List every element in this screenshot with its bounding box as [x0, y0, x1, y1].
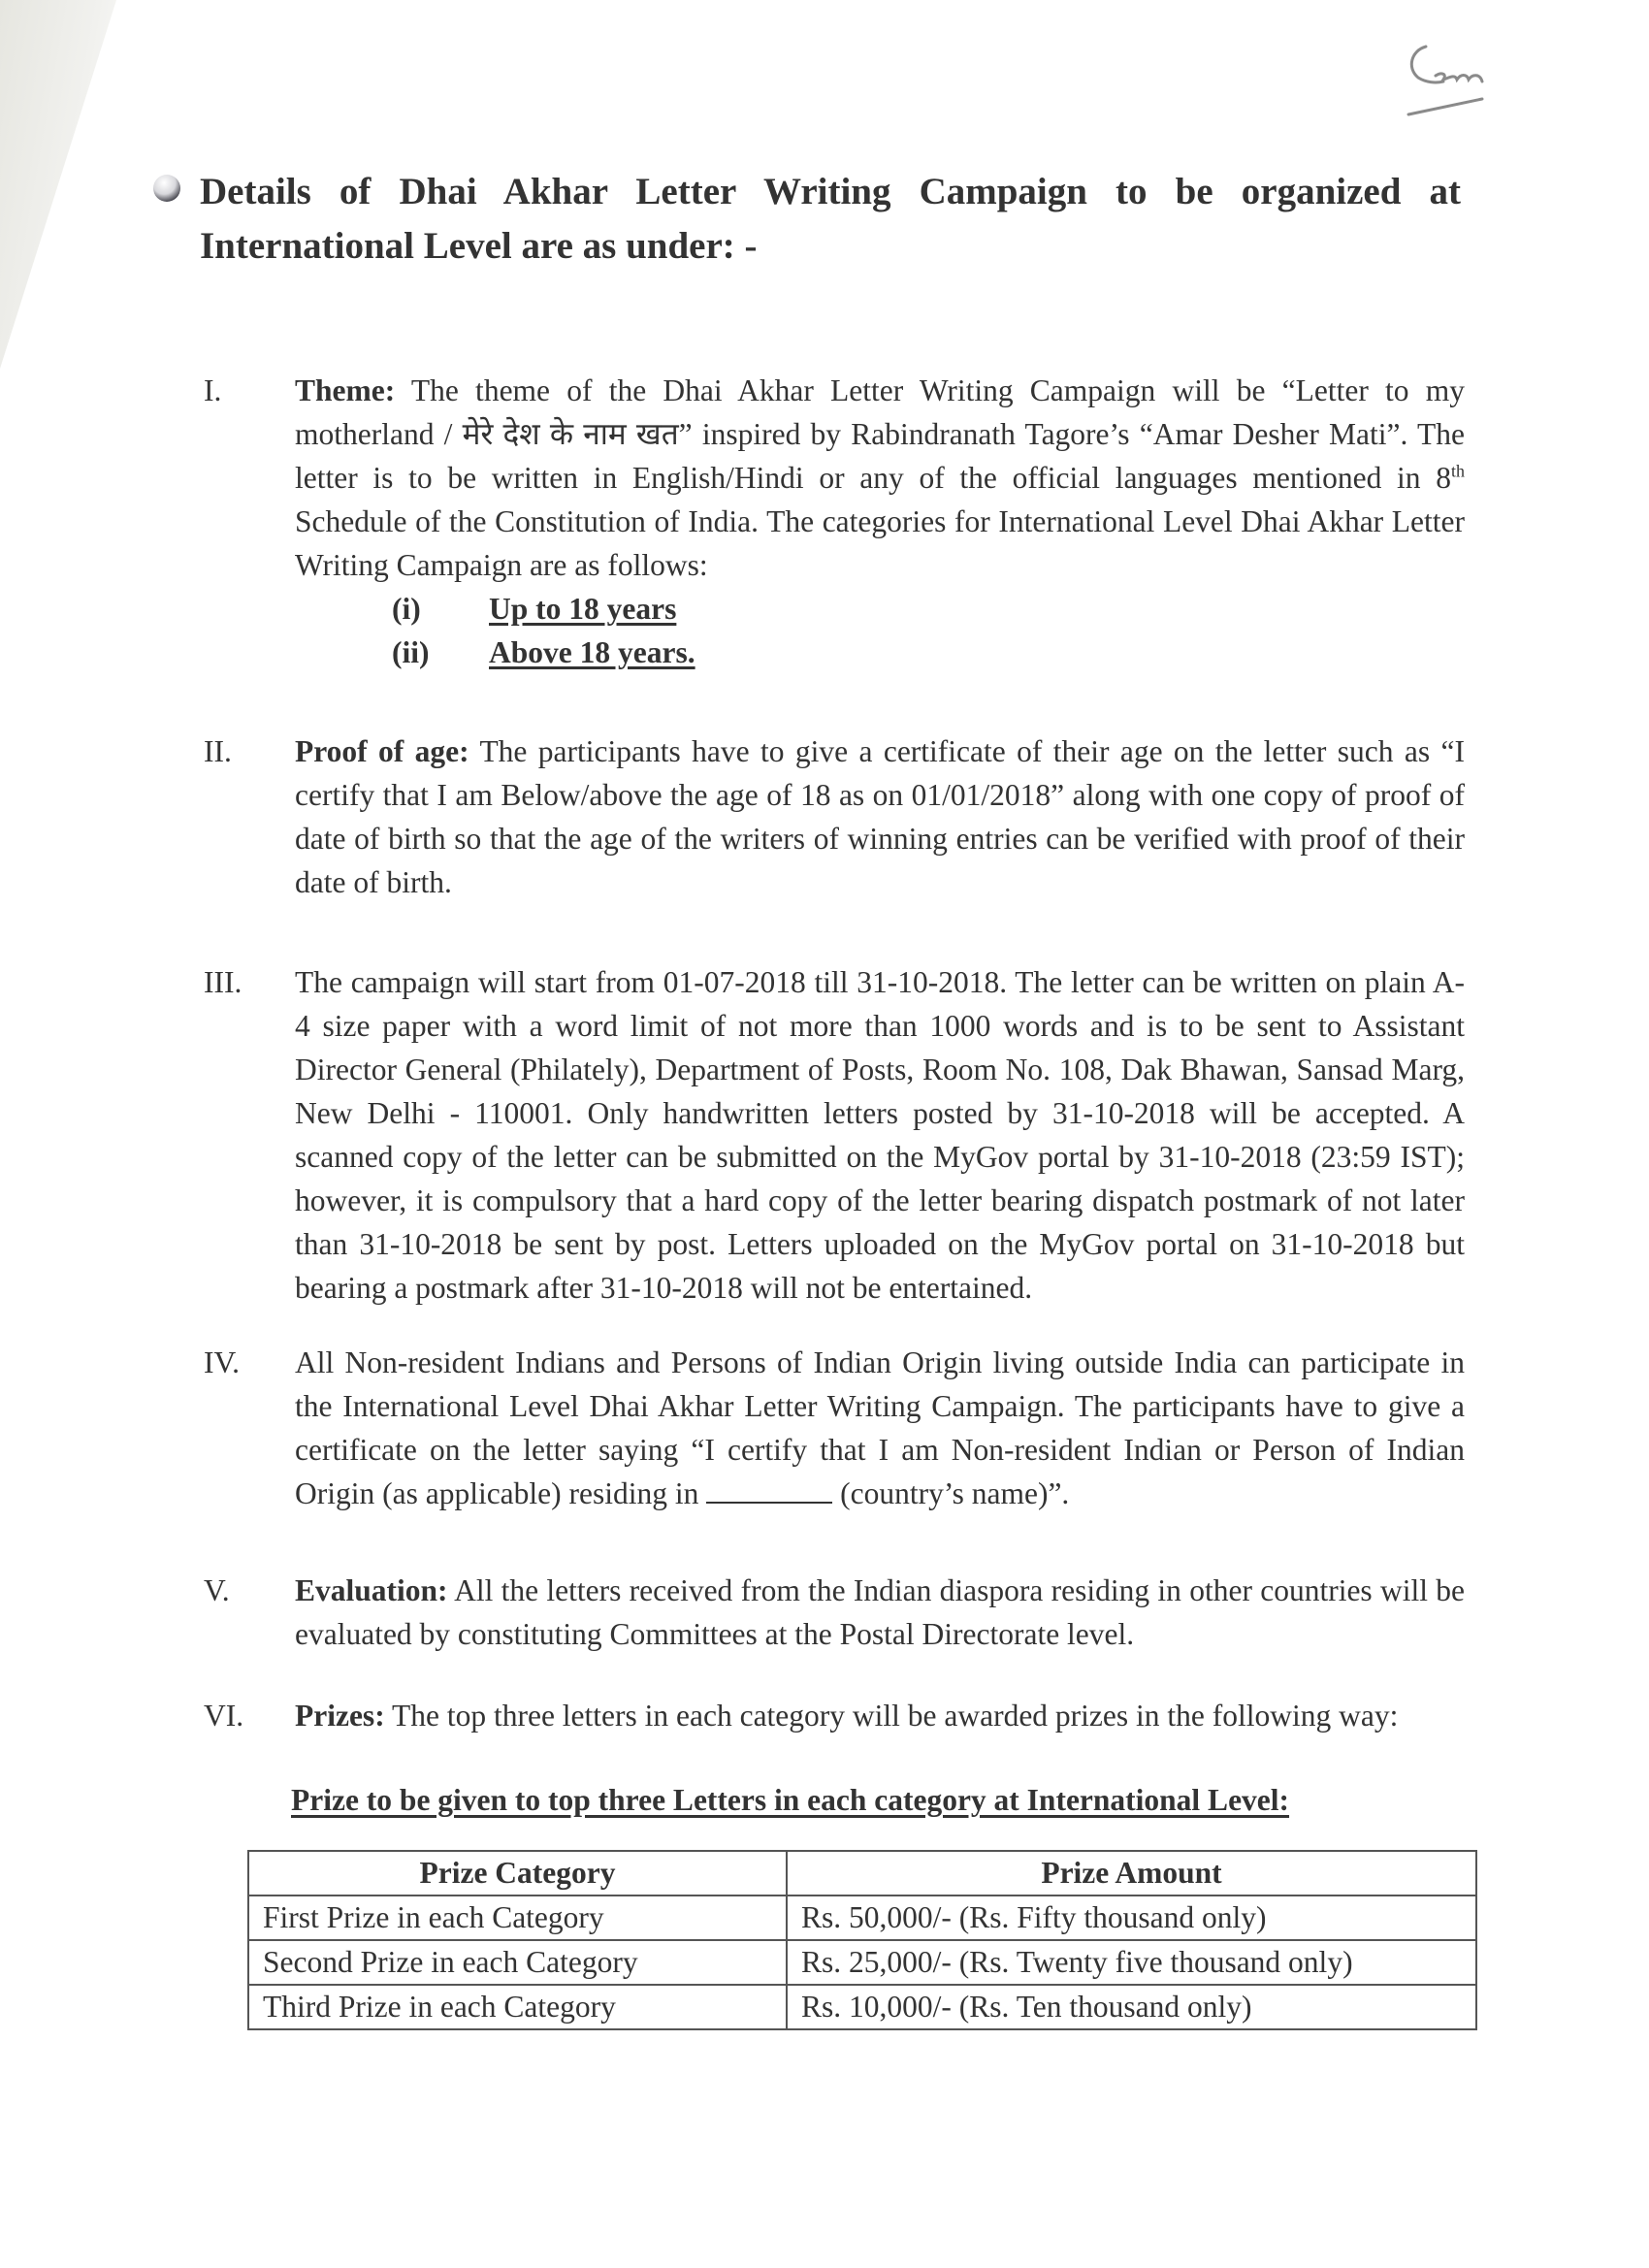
section-text: The participants have to give a certificate of their age on the letter such as “I certify that I am Below/above the age of 18 as on 01/01/2018” along with one copy of proof of date of birth so that the age of the writers of winning entries can be verified with proof of their date of birth. — [295, 734, 1465, 899]
prize-category-cell: First Prize in each Category — [248, 1895, 787, 1940]
section-text-continued: Schedule of the Constitution of India. The categories for International Level Dhai Akhar Letter Writing Campaign are as follows: — [295, 504, 1465, 582]
category-item — [392, 587, 1465, 631]
section-numeral: V. — [204, 1573, 230, 1607]
page-fold-shadow — [0, 0, 116, 369]
prize-table-title: Prize to be given to top three Letters in each category at International Level: — [291, 1783, 1290, 1817]
section-text: All the letters received from the Indian diaspora residing in other countries will be evaluated by constituting Committees at the Postal Directorate level. — [295, 1573, 1465, 1651]
section-numeral: IV. — [204, 1345, 241, 1379]
column-header: Prize Amount — [787, 1851, 1476, 1895]
table-header-row — [248, 1851, 1476, 1895]
superscript: th — [1450, 461, 1465, 481]
category-numeral: (ii) — [392, 635, 430, 669]
category-label: Up to 18 years — [489, 592, 677, 626]
section-numeral: III. — [204, 965, 242, 999]
section-numeral: VI. — [204, 1699, 244, 1733]
section-prizes — [204, 1694, 1465, 1737]
prize-category-cell: Third Prize in each Category — [248, 1985, 787, 2029]
category-numeral: (i) — [392, 592, 421, 626]
section-text: The top three letters in each category will be awarded prizes in the following way: — [384, 1699, 1399, 1733]
prize-amount-cell: Rs. 25,000/- (Rs. Twenty five thousand only) — [787, 1940, 1476, 1985]
section-theme — [204, 369, 1465, 674]
category-item — [392, 631, 1465, 674]
section-text: All Non-resident Indians and Persons of Indian Origin living outside India can participate in the International Level Dhai Akhar Letter Writing Campaign. The participants have to give a certificate on the letter saying “I certify that I am Non-resident Indian or Person of Indian Origin (as applicable) residing in — [295, 1345, 1465, 1510]
section-evaluation — [204, 1569, 1465, 1656]
section-proof-of-age — [204, 729, 1465, 904]
category-list — [392, 587, 1465, 674]
section-text: The theme of the Dhai Akhar Letter Writing Campaign will be “Letter to my motherland / मेरे देश के नाम खत” inspired by Rabindranath Tagore’s “Amar Desher Mati”. The letter is to be written in English/Hindi or any of the official languages mentioned in 8 — [295, 373, 1465, 495]
section-label: Theme: — [295, 373, 396, 407]
column-header: Prize Category — [248, 1851, 787, 1895]
section-numeral: II. — [204, 734, 232, 768]
section-numeral: I. — [204, 373, 222, 407]
table-row — [248, 1895, 1476, 1940]
bullet-icon — [146, 167, 184, 206]
section-eligibility — [204, 1341, 1465, 1515]
prize-amount-cell: Rs. 50,000/- (Rs. Fifty thousand only) — [787, 1895, 1476, 1940]
section-label: Evaluation: — [295, 1573, 448, 1607]
prize-category-cell: Second Prize in each Category — [248, 1940, 787, 1985]
country-blank — [706, 1480, 832, 1504]
page-heading: Details of Dhai Akhar Letter Writing Campaign to be organized at International Level are as under: - — [200, 171, 1461, 267]
prize-table — [247, 1850, 1477, 2030]
section-campaign-dates — [204, 960, 1465, 1310]
table-row — [248, 1985, 1476, 2029]
section-text-continued: (country’s name)”. — [832, 1476, 1070, 1510]
section-label: Proof of age: — [295, 734, 469, 768]
category-label: Above 18 years. — [489, 635, 695, 669]
prize-amount-cell: Rs. 10,000/- (Rs. Ten thousand only) — [787, 1985, 1476, 2029]
section-label: Prizes: — [295, 1699, 385, 1733]
section-text: The campaign will start from 01-07-2018 till 31-10-2018. The letter can be written on plain A-4 size paper with a word limit of not more than 1000 words and is to be sent to Assistant Director General (Philately), Department of Posts, Room No. 108, Dak Bhawan, Sansad Marg, New Delhi - 110001. Only handwritten letters posted by 31-10-2018 will be accepted. A scanned copy of the letter can be submitted on the MyGov portal by 31-10-2018 (23:59 IST); however, it is compulsory that a hard copy of the letter bearing dispatch postmark of not later than 31-10-2018 be sent by post. Letters uploaded on the MyGov portal on 31-10-2018 but bearing a postmark after 31-10-2018 will not be entertained. — [295, 965, 1465, 1305]
table-row — [248, 1940, 1476, 1985]
handwritten-signature — [1397, 39, 1513, 126]
